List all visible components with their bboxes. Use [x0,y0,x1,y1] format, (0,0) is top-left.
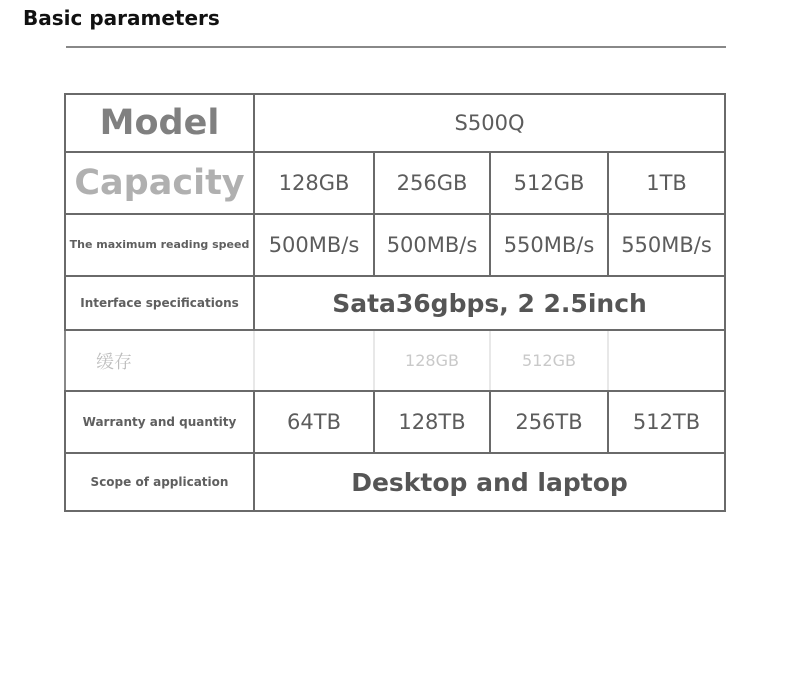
scope-value: Desktop and laptop [351,467,628,497]
interface-value: Sata36gbps, 2 2.5inch [332,288,647,318]
faded-cell-empty [608,330,725,391]
faded-cell: 128GB [374,330,490,391]
capacity-cell [608,152,725,214]
interface-value-cell [254,276,725,330]
speed-label: The maximum reading speed [65,214,254,276]
warranty-cell [490,391,608,453]
warranty-cell [254,391,374,453]
warranty-value: 512TB [632,410,701,434]
speed-cell [608,214,725,276]
model-value-cell [254,94,725,152]
scope-label: Scope of application [65,453,254,511]
speed-cell [254,214,374,276]
warranty-value: 128TB [398,410,466,434]
speed-value: 550MB/s [621,233,712,257]
capacity-value: 1TB [646,171,687,195]
table-row-interface [65,276,725,330]
interface-label: Interface specifications [65,276,254,330]
capacity-value: 256GB [396,171,468,195]
capacity-cell [374,152,490,214]
speed-value: 550MB/s [503,233,595,257]
speed-cell [374,214,490,276]
model-label-cell [65,94,254,152]
page-title: Basic parameters [23,6,220,30]
capacity-label: Capacity [74,163,245,203]
warranty-cell [374,391,490,453]
warranty-label: Warranty and quantity [65,391,254,453]
capacity-label-cell [65,152,254,214]
capacity-cell [254,152,374,214]
table-row-speed [65,214,725,276]
capacity-value: 128GB [278,171,350,195]
table-row-scope [65,453,725,511]
model-label: Model [99,103,220,143]
table-row-model [65,94,725,152]
title-divider [66,46,726,48]
speed-cell [490,214,608,276]
faded-cell: 512GB [490,330,608,391]
warranty-cell [608,391,725,453]
faded-label: 缓存 [65,330,254,391]
speed-value: 500MB/s [386,233,478,257]
table-row-capacity [65,152,725,214]
faded-cell [254,330,374,391]
table-row-warranty [65,391,725,453]
warranty-value: 256TB [515,410,583,434]
capacity-cell [490,152,608,214]
scope-value-cell [254,453,725,511]
table-row-faded [65,330,725,391]
warranty-value: 64TB [287,410,341,434]
model-value: S500Q [454,111,525,135]
speed-value: 500MB/s [268,233,360,257]
capacity-value: 512GB [513,171,585,195]
spec-table [64,93,726,512]
